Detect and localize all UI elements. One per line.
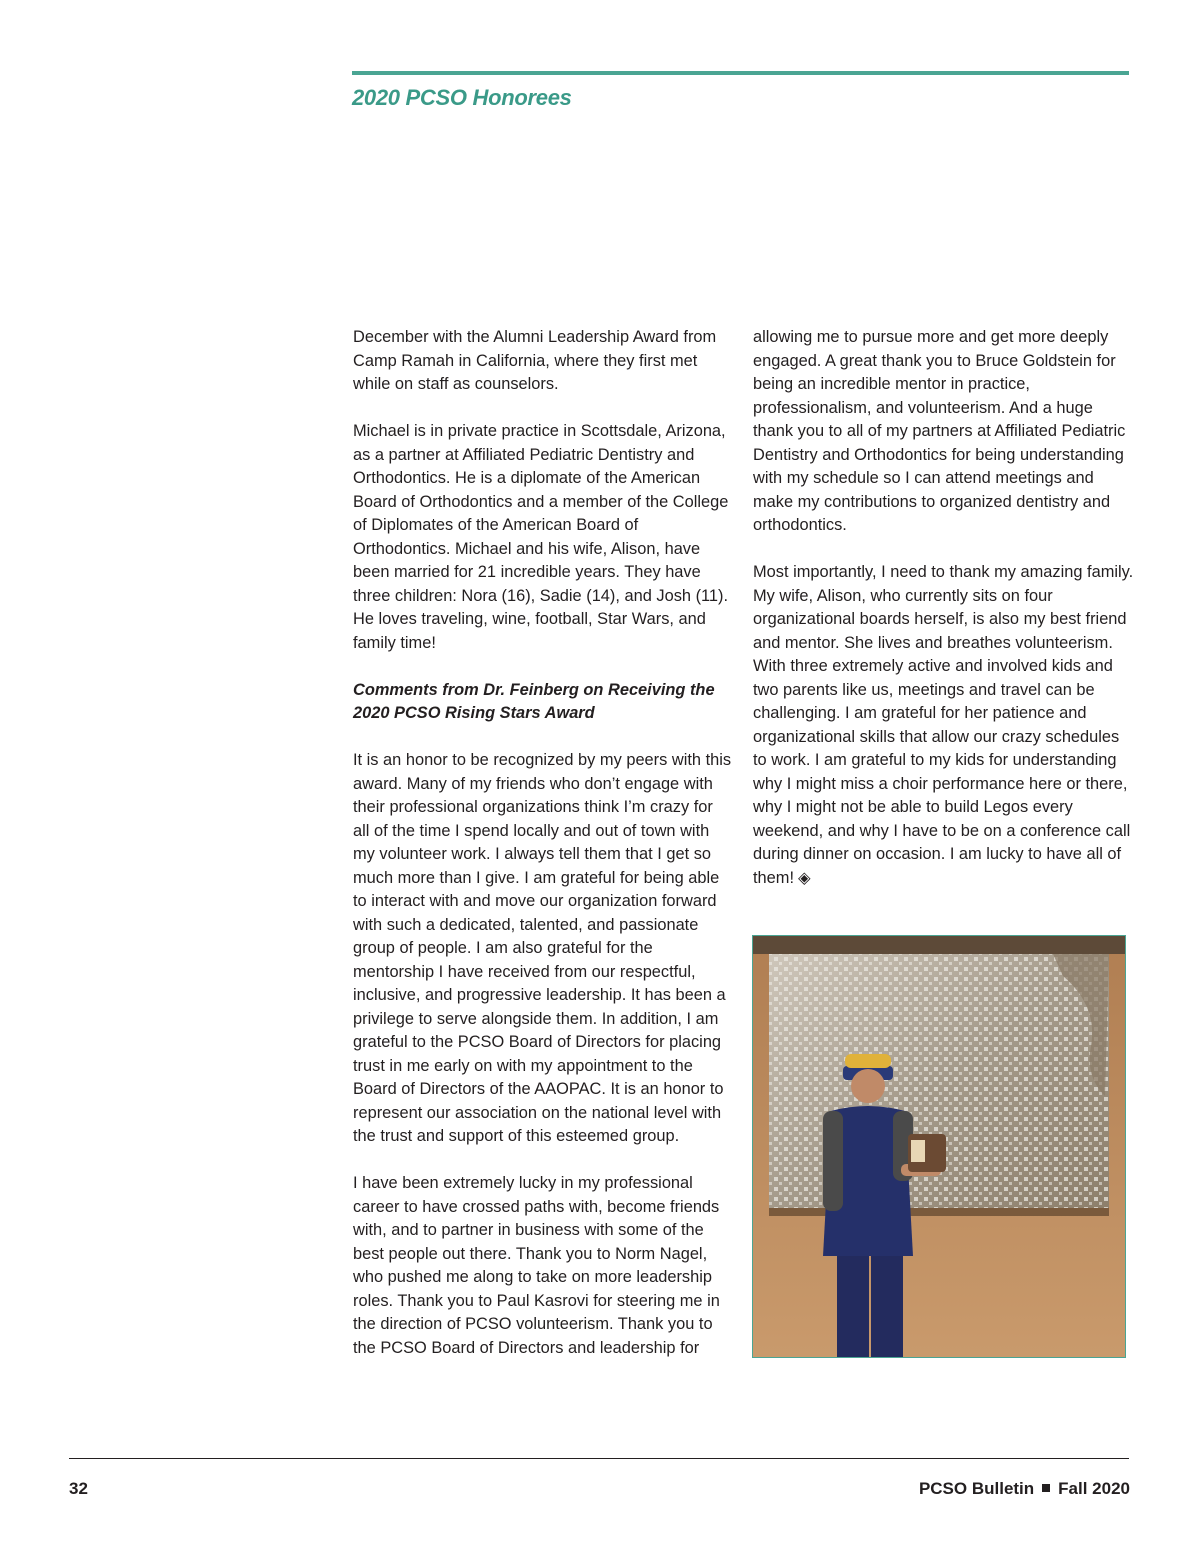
section-title: 2020 PCSO Honorees <box>352 85 572 110</box>
paragraph: It is an honor to be recognized by my peers with this award. Many of my friends who don’t engage with their professional organizations think I’m crazy for all of the time I spend locally and out of town with my volunteer work. I always tell them that I get so much more than I give. I am grateful for being able to interact with and move our organization forward with such a dedicated, talented, and passionate group of people. I am also grateful for the mentorship I have received from our respectful, inclusive, and progressive leadership. It has been a privilege to serve alongside them. In addition, I am grateful to the PCSO Board of Directors for placing trust in me early on with my appointment to the Board of Directors of the AAOPAC. It is an honor to represent our association on the national level with the trust and support of this esteemed group. <box>353 751 732 1145</box>
honoree-photo <box>752 935 1126 1358</box>
paragraph: allowing me to pursue more and get more deeply engaged. A great thank you to Bruce Goldstein for being an incredible mentor in practice, professionalism, and volunteerism. And a huge thank you to all of my partners at Affiliated Pediatric Dentistry and Orthodontics for being understanding with my schedule so I can attend meetings and make my contributions to organized dentistry and orthodontics. <box>753 328 1126 534</box>
separator-square-icon <box>1042 1484 1050 1492</box>
page-number: 32 <box>69 1479 88 1498</box>
paragraph: December with the Alumni Leadership Award from Camp Ramah in California, where they first met while on staff as counselors. <box>353 328 717 393</box>
header-rule <box>352 71 1129 75</box>
paragraph-text: Most importantly, I need to thank my amazing family. My wife, Alison, who currently sits on four organizational boards herself, is also my best friend and mentor. She lives and breathes volunteerism. With three extremely active and involved kids and two parents like us, meetings and travel can be challenging. I am grateful for her patience and organizational skills that allow our crazy schedules to work. I am grateful to my kids for understanding why I might miss a choir performance here or there, why I might not be able to build Legos every weekend, and why I have to be on a conference call during dinner on occasion. I am lucky to have all of them! <box>753 563 1134 887</box>
left-column <box>353 326 733 1360</box>
right-column <box>753 326 1135 890</box>
photo-illustration <box>753 936 1125 1357</box>
footer-publication <box>919 1479 1130 1499</box>
end-of-article-icon: ◈ <box>798 868 811 887</box>
footer-rule <box>69 1458 1129 1459</box>
publication-name: PCSO Bulletin <box>918 1479 1035 1498</box>
subheading: Comments from Dr. Feinberg on Receiving the 2020 PCSO Rising Stars Award <box>353 680 715 722</box>
paragraph <box>753 561 1135 890</box>
paragraph: Michael is in private practice in Scottsdale, Arizona, as a partner at Affiliated Pediatric Dentistry and Orthodontics. He is a diplomate of the American Board of Orthodontics and a member of the College of Diplomates of the American Board of Orthodontics. Michael and his wife, Alison, have been married for 21 incredible years. They have three children: Nora (16), Sadie (14), and Josh (11). He loves traveling, wine, football, Star Wars, and family time! <box>353 422 729 652</box>
paragraph: I have been extremely lucky in my professional career to have crossed paths with, become friends with, and to partner in business with some of the best people out there. Thank you to Norm Nagel, who pushed me along to take on more leadership roles. Thank you to Paul Kasrovi for steering me in the direction of PCSO volunteerism. Thank you to the PCSO Board of Directors and leadership for <box>353 1174 720 1357</box>
issue-date: Fall 2020 <box>1058 1479 1130 1498</box>
